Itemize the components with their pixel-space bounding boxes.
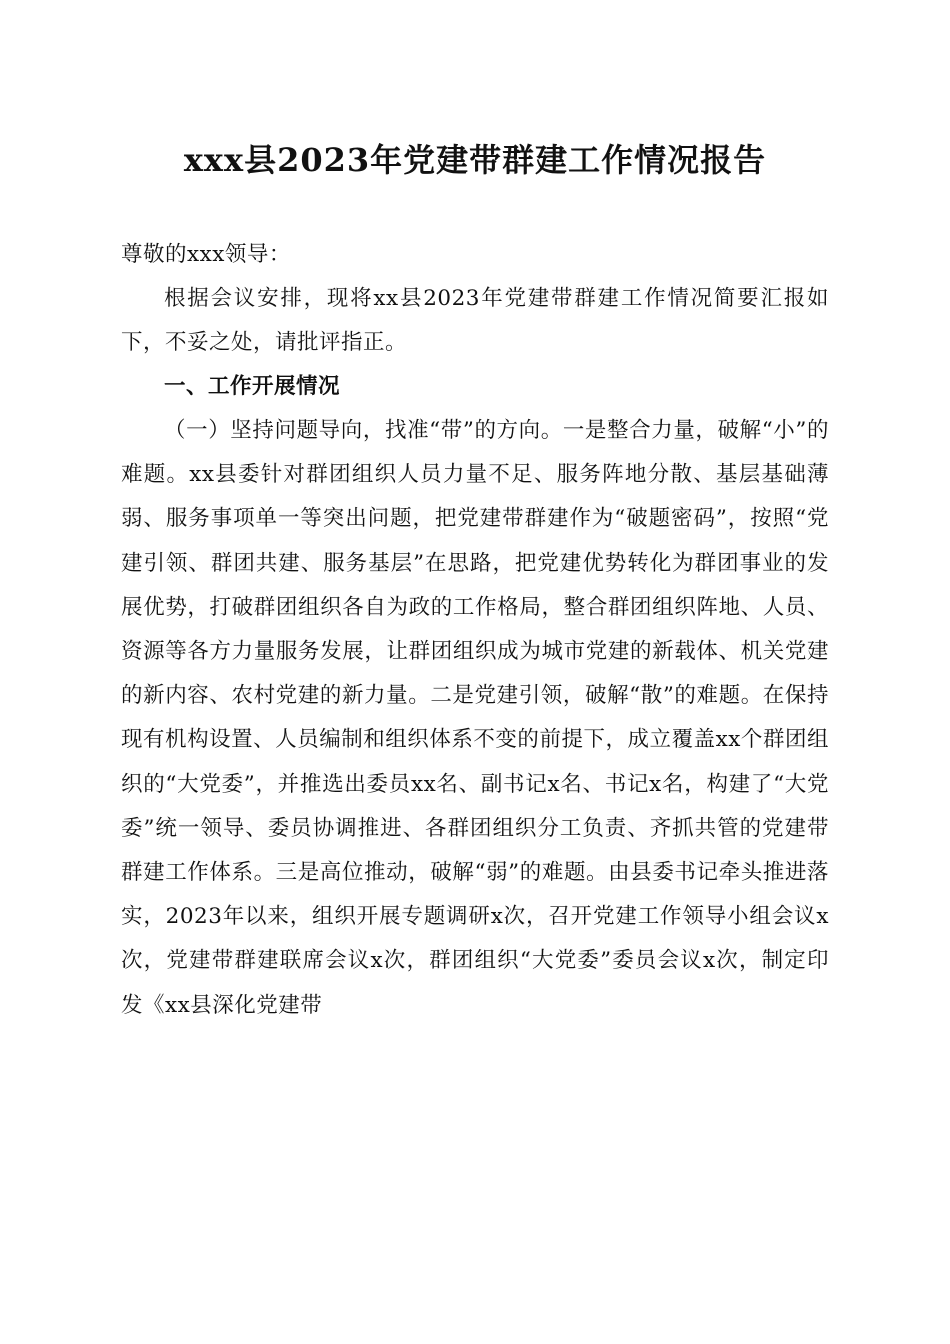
intro-paragraph: 根据会议安排，现将xx县2023年党建带群建工作情况简要汇报如下，不妥之处，请批评指正。 [121,286,829,356]
section-heading: 一、工作开展情况 [164,374,341,399]
section-paragraph: （一）坚持问题导向，找准“带”的方向。一是整合力量，破解“小”的难题。xx县委针对群团组织人员力量不足、服务阵地分散、基层基础薄弱、服务事项单一等突出问题，把党建带群建作为“破题密码”，按照“党建引领、群团共建、服务基层”在思路，把党建优势转化为群团事业的发展优势，打破群团组织各自为政的工作格局，整合群团组织阵地、人员、资源等各方力量服务发展，让群团组织成为城市党建的新载体、机关党建的新内容、农村党建的新力量。二是党建引领，破解“散”的难题。在保持现有机构设置、人员编制和组织体系不变的前提下，成立覆盖xx个群团组织的“大党委”，并推选出委员xx名、副书记x名、书记x名，构建了“大党委”统一领导、委员协调推进、各群团组织分工负责、齐抓共管的党建带群建工作体系。三是高位推动，破解“弱”的难题。由县委书记牵头推进落实，2023年以来，组织开展专题调研x次，召开党建工作领导小组会议x次，党建带群建联席会议x次，群团组织“大党委”委员会议x次，制定印发《xx县深化党建带 [121,418,829,1018]
salutation: 尊敬的xxx领导： [121,242,291,267]
document-title: xxx县2023年党建带群建工作情况报告 [183,141,767,179]
